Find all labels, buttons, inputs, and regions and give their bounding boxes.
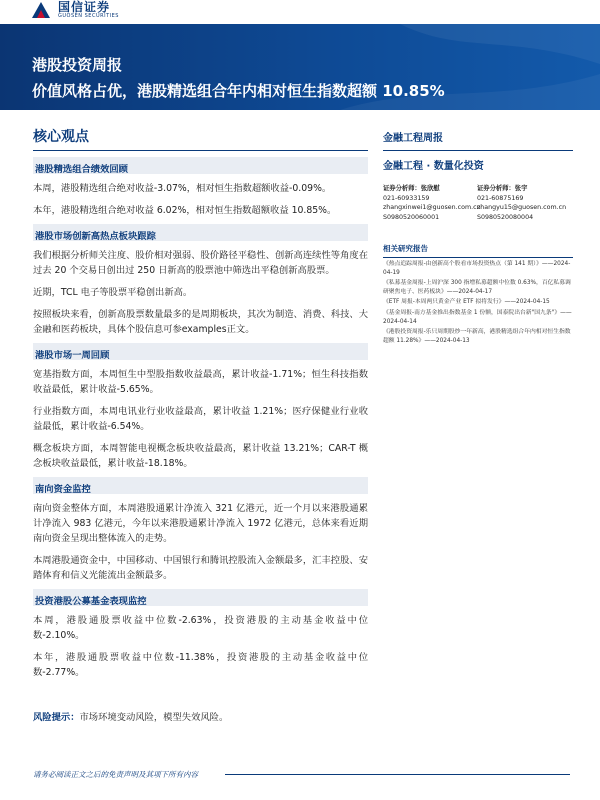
footer-divider bbox=[225, 774, 570, 775]
paragraph: 本周港股通资金中，中国移动、中国银行和腾讯控股流入金额最多，汇丰控股、安踏体育和信义光能流出金额最多。 bbox=[33, 555, 368, 581]
risk-text: 市场环境变动风险，模型失效风险。 bbox=[79, 712, 229, 723]
analyst-email[interactable]: zhangyu15@guosen.com.cn bbox=[477, 204, 567, 211]
analyst-phone: 021-60875169 bbox=[477, 194, 524, 202]
paragraph: 本周，港股通股票收益中位数-2.63%，投资港股的主动基金收益中位数-2.10%。 bbox=[33, 615, 368, 641]
related-reports-divider bbox=[383, 257, 573, 258]
footer-disclaimer: 请务必阅读正文之后的免责声明及其项下所有内容 bbox=[33, 770, 198, 779]
core-viewpoints bbox=[33, 128, 368, 725]
analyst-cert: S0980520080004 bbox=[477, 213, 534, 221]
paragraph: 本年，港股通股票收益中位数-11.38%，投资港股的主动基金收益中位数-2.77%。 bbox=[33, 652, 368, 678]
paragraph: 本周，港股精选组合绝对收益-3.07%，相对恒生指数超额收益-0.09%。 bbox=[33, 183, 332, 194]
analyst-name: 证券分析师：张宇 bbox=[477, 185, 528, 192]
report-title: 价值风格占优，港股精选组合年内相对恒生指数超额 10.85% bbox=[32, 82, 445, 100]
analyst-list bbox=[383, 184, 573, 222]
paragraph: 本年，港股精选组合绝对收益 6.02%，相对恒生指数超额收益 10.85%。 bbox=[33, 205, 337, 216]
risk-label: 风险提示： bbox=[33, 712, 80, 723]
logo-name-en: GUOSEN SECURITIES bbox=[58, 13, 119, 19]
analyst-name: 证券分析师：张欣慰 bbox=[383, 185, 440, 192]
analyst-phone: 021-60933159 bbox=[383, 194, 430, 202]
report-type: 港股投资周报 bbox=[32, 56, 123, 74]
related-report-link[interactable]: 《港股投资周报-乐只周期股炒一年新高，港股精选组合年内相对恒生指数超额 11.28%》——2024-04-13 bbox=[383, 329, 571, 344]
analyst-email[interactable]: zhangxinwei1@guosen.com.cn bbox=[383, 204, 481, 211]
analyst-card bbox=[477, 184, 569, 222]
report-subcategory: 金融工程 · 数量化投资 bbox=[383, 161, 484, 172]
paragraph: 概念板块方面，本周智能电视概念板块收益最高，累计收益 13.21%；CAR-T 概念板块收益最低，累计收益-18.18%。 bbox=[33, 443, 368, 469]
section-heading: 港股精选组合绩效回顾 bbox=[33, 157, 368, 174]
section-heading: 港股市场一周回顾 bbox=[33, 343, 368, 360]
title-banner bbox=[0, 24, 600, 110]
logo-name-cn: 国信证券 bbox=[58, 0, 111, 14]
paragraph: 宽基指数方面，本周恒生中型股指数收益最高，累计收益-1.71%；恒生科技指数收益最低，累计收益-5.65%。 bbox=[33, 369, 368, 395]
analyst-card bbox=[383, 184, 481, 222]
paragraph: 南向资金整体方面，本周港股通累计净流入 321 亿港元，近一个月以来港股通累计净流入 983 亿港元，今年以来港股通累计净流入 1972 亿港元，总体来看近期南向资金呈现出整体流入的走势。 bbox=[33, 503, 368, 544]
sidebar-divider bbox=[383, 150, 573, 151]
company-logo bbox=[30, 0, 119, 22]
paragraph: 行业指数方面，本周电讯业行业收益最高，累计收益 1.21%；医疗保健业行业收益最低，累计收益-6.54%。 bbox=[33, 406, 368, 432]
sidebar bbox=[383, 128, 573, 345]
section-heading: 投资港股公募基金表现监控 bbox=[33, 589, 368, 606]
related-report-link[interactable]: 《私募基金周报-上周沪深 300 指增私募超额中位数 0.63%，百亿私募调研聚焦电子、医药板块》——2024-04-17 bbox=[383, 280, 571, 295]
paragraph: 按照板块来看，创新高股票数量最多的是周期板块，其次为制造、消费、科技、大金融和医药板块，具体个股信息可参examples正文。 bbox=[33, 309, 368, 335]
guosen-logo-icon bbox=[30, 0, 52, 20]
section-heading: 南向资金监控 bbox=[33, 477, 368, 494]
related-report-link[interactable]: 《热点追踪周报-由创新高个股看市场投资热点（第 141 期）》——2024-04-19 bbox=[383, 261, 571, 276]
related-reports-title: 相关研究报告 bbox=[383, 244, 428, 253]
paragraph: 近期，TCL 电子等股票平稳创出新高。 bbox=[33, 287, 193, 298]
risk-warning bbox=[33, 710, 368, 725]
report-category: 金融工程周报 bbox=[383, 133, 443, 144]
related-report-link[interactable]: 《基金周报-南方基金推出指数基金 1 份额，国泰院出台新"国九条"》——2024-04-14 bbox=[383, 309, 572, 325]
core-title: 核心观点 bbox=[33, 129, 89, 145]
analyst-cert: S0980520060001 bbox=[383, 213, 440, 221]
related-report-link[interactable]: 《ETF 周报-本周两只黄金产业 ETF 拟将发行》——2024-04-15 bbox=[383, 299, 550, 306]
section-heading: 港股市场创新高热点板块跟踪 bbox=[33, 224, 368, 241]
paragraph: 我们根据分析师关注度、股价相对强弱、股价路径平稳性、创新高连续性等角度在过去 20 个交易日创出过 250 日新高的股票池中筛选出平稳创新高股票。 bbox=[33, 250, 368, 276]
core-divider bbox=[33, 150, 368, 151]
